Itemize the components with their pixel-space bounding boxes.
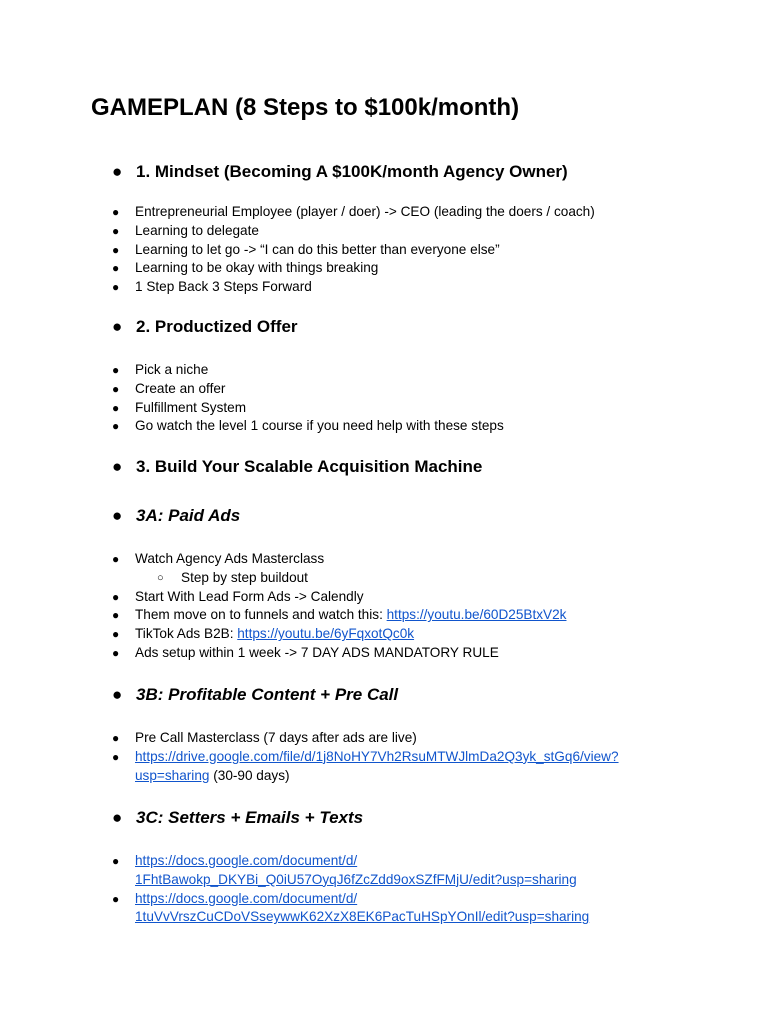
- link-line: 1tuVvVrszCuCDoVSseywwK62XzX8EK6PacTuHSpYOnIl/edit?usp=sharing: [135, 909, 590, 925]
- page-title: GAMEPLAN (8 Steps to $100k/month): [91, 94, 520, 121]
- list-item: [112, 241, 652, 260]
- bullet-icon: ●: [112, 261, 120, 276]
- heading-text: 2. Productized Offer: [136, 317, 298, 336]
- bullet-icon: ●: [112, 589, 120, 604]
- heading-text: 3B: Profitable Content + Pre Call: [136, 685, 399, 704]
- heading-text: 3. Build Your Scalable Acquisition Machine: [136, 457, 483, 476]
- list-item: [112, 606, 652, 625]
- bullet-icon: ●: [112, 552, 120, 566]
- bullet-icon: ●: [112, 280, 120, 295]
- bullet-icon: ●: [112, 608, 120, 623]
- bullet-icon: ●: [112, 205, 120, 219]
- list-item: [112, 550, 652, 569]
- list-item-text: Learning to be okay with things breaking: [135, 260, 379, 276]
- list-item: [112, 644, 652, 663]
- bullet-icon: ●: [112, 731, 120, 745]
- list-item: [112, 259, 652, 278]
- section-heading-profitable-content: [112, 684, 398, 706]
- bullet-icon: ●: [112, 419, 120, 434]
- tiktok-video-link[interactable]: https://youtu.be/6yFqxotQc0k: [237, 626, 415, 642]
- link-line: https://docs.google.com/document/d/: [135, 853, 358, 868]
- list-item: [112, 278, 652, 297]
- list-item-text: Watch Agency Ads Masterclass: [135, 551, 325, 566]
- bullet-icon: ●: [112, 363, 120, 377]
- bullet-icon: ●: [112, 381, 120, 396]
- list-item-text: Create an offer: [135, 380, 226, 396]
- section-heading-mindset: [112, 161, 568, 183]
- bullet-icon: ●: [112, 223, 120, 238]
- list-item-text: Learning to delegate: [135, 222, 259, 238]
- setters-doc-link-2[interactable]: [135, 891, 589, 925]
- bullet-icon: ●: [112, 685, 123, 704]
- list-item: [112, 852, 652, 890]
- list-item-text: 1 Step Back 3 Steps Forward: [135, 279, 312, 295]
- list-item-text: Entrepreneurial Employee (player / doer) -> CEO (leading the doers / coach): [135, 204, 595, 219]
- list-item-text: TikTok Ads B2B:: [135, 626, 238, 642]
- list-item: [112, 399, 652, 418]
- bullet-icon: ●: [112, 891, 120, 906]
- profitable-content-list: [112, 729, 652, 785]
- list-item: [112, 203, 652, 222]
- list-item-text: Ads setup within 1 week -> 7 DAY ADS MANDATORY RULE: [135, 644, 499, 660]
- list-item-text: Start With Lead Form Ads -> Calendly: [135, 588, 364, 604]
- bullet-icon: ●: [112, 506, 123, 525]
- paid-ads-list: [112, 550, 652, 663]
- funnels-video-link[interactable]: https://youtu.be/60D25BtxV2k: [386, 607, 567, 623]
- list-item-text: Fulfillment System: [135, 399, 247, 415]
- list-item-text: Pick a niche: [135, 362, 209, 377]
- bullet-icon: ●: [112, 749, 120, 764]
- list-item: [112, 625, 652, 644]
- list-item: [112, 361, 652, 380]
- link-line: https://drive.google.com/file/d/1j8NoHY7Vh2RsuMTWJlmDa2Q3yk_stGq6/view?: [135, 748, 619, 764]
- list-item: [112, 890, 652, 928]
- list-item-text: (30-90 days): [209, 767, 290, 783]
- bullet-icon: ●: [112, 854, 120, 868]
- bullet-icon: ●: [112, 627, 120, 642]
- list-item: [112, 748, 652, 786]
- bullet-icon: ●: [112, 645, 120, 660]
- list-item-text: Go watch the level 1 course if you need help with these steps: [135, 418, 504, 434]
- link-line: 1FhtBawokp_DKYBi_Q0iU57OyqJ6fZcZdd9oxSZfFMjU/edit?usp=sharing: [135, 871, 577, 887]
- bullet-icon: ●: [112, 317, 123, 336]
- list-item-text: Pre Call Masterclass (7 days after ads are live): [135, 730, 417, 745]
- heading-text: 3A: Paid Ads: [136, 506, 241, 525]
- list-item: [112, 380, 652, 399]
- setters-doc-link-1[interactable]: [135, 853, 577, 887]
- section-heading-paid-ads: [112, 505, 240, 527]
- offer-list: [112, 361, 652, 436]
- bullet-icon: ●: [112, 808, 123, 827]
- section-heading-productized-offer: [112, 316, 298, 338]
- mindset-list: [112, 203, 652, 297]
- section-heading-setters: [112, 807, 363, 829]
- list-item: [112, 729, 652, 748]
- list-item-text: Step by step buildout: [181, 569, 308, 585]
- heading-text: 3C: Setters + Emails + Texts: [136, 808, 364, 827]
- sub-list-item: [112, 569, 652, 588]
- heading-text: 1. Mindset (Becoming A $100K/month Agency Owner): [136, 162, 568, 181]
- section-heading-acquisition-machine: [112, 456, 482, 478]
- bullet-icon: ●: [112, 162, 123, 181]
- list-item: [112, 417, 652, 436]
- bullet-icon: ●: [112, 400, 120, 415]
- bullet-icon: ●: [112, 242, 120, 257]
- bullet-icon: ●: [112, 457, 123, 476]
- list-item-text: Learning to let go -> “I can do this better than everyone else”: [135, 241, 500, 257]
- link-line: https://docs.google.com/document/d/: [135, 890, 358, 906]
- list-item: [112, 222, 652, 241]
- setters-list: [112, 852, 652, 927]
- pre-call-drive-link[interactable]: [135, 749, 619, 783]
- list-item-text: Them move on to funnels and watch this:: [135, 607, 387, 623]
- list-item: [112, 588, 652, 607]
- link-line: usp=sharing: [135, 767, 210, 783]
- hollow-bullet-icon: ○: [157, 571, 164, 584]
